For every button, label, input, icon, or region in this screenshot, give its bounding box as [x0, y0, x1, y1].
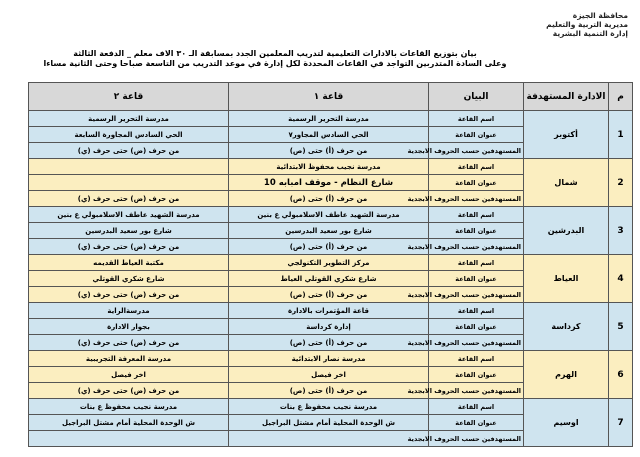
row-number: 7 [609, 399, 633, 447]
hall2-cell: من حرف (ض) حتى حرف (ي) [29, 287, 229, 303]
hall1-cell: مدرسة التحرير الرسمية [229, 111, 429, 127]
row-label: المستهدفين حسب الحروف الابجدية [429, 383, 524, 399]
table-row [29, 207, 633, 223]
hall1-cell: من حرف (أ) حتى (ص) [229, 287, 429, 303]
table-header-row [29, 83, 633, 111]
row-label: المستهدفين حسب الحروف الابجدية [429, 431, 524, 447]
hall2-cell: مدرسة التحرير الرسمية [29, 111, 229, 127]
row-label: المستهدفين حسب الحروف الابجدية [429, 335, 524, 351]
table-row [29, 303, 633, 319]
header-hall2: قاعة ٢ [29, 83, 229, 111]
row-number: 2 [609, 159, 633, 207]
row-number: 5 [609, 303, 633, 351]
hall2-cell: مدرسة نجيب محفوظ ع بنات [29, 399, 229, 415]
hall1-cell [229, 431, 429, 447]
hall1-cell: من حرف (أ) حتى (ص) [229, 143, 429, 159]
row-number: 3 [609, 207, 633, 255]
row-label: عنوان القاعة [429, 223, 524, 239]
hall1-cell: اخر فيصل [229, 367, 429, 383]
hall2-cell: ش الوحدة المحلية أمام مشتل البراجيل [29, 415, 229, 431]
org-line: محافظة الجيزة [572, 11, 628, 20]
admin-name: كرداسة [524, 303, 609, 351]
hall2-cell [29, 159, 229, 175]
row-label: اسم القاعة [429, 207, 524, 223]
hall1-cell: إدارة كرداسة [229, 319, 429, 335]
organization-header [546, 11, 628, 38]
document-title [30, 49, 520, 69]
hall2-cell: مدرسة المعرفة التجريبية [29, 351, 229, 367]
hall1-cell: من حرف (أ) حتى (ص) [229, 191, 429, 207]
row-label: اسم القاعة [429, 159, 524, 175]
row-label: عنوان القاعة [429, 415, 524, 431]
hall1-cell: من حرف (أ) حتى (ص) [229, 239, 429, 255]
hall1-cell: مركز التطوير التكنولجي [229, 255, 429, 271]
hall2-cell: شارع شكري القوتلي [29, 271, 229, 287]
title-line: بيان بتوزيع القاعات بالادارات التعليمية لتدريب المعلمين الجدد بمسابقة الـ ٣٠ الاف معلم _ الدفعة الثالثة [73, 49, 477, 58]
row-number: 4 [609, 255, 633, 303]
admin-name: أكتوبر [524, 111, 609, 159]
hall1-cell: شارع شكري القوتلي العياط [229, 271, 429, 287]
hall1-cell: مدرسة نصار الابتدائية [229, 351, 429, 367]
hall2-cell: مدرسةالراية [29, 303, 229, 319]
admin-name: العياط [524, 255, 609, 303]
row-label: اسم القاعة [429, 111, 524, 127]
hall2-cell: شارع بور سعيد البدرسين [29, 223, 229, 239]
header-hall1: قاعة ١ [229, 83, 429, 111]
org-line: إدارة التنمية البشرية [552, 29, 628, 38]
hall2-cell: اخر فيصل [29, 367, 229, 383]
hall2-cell [29, 431, 229, 447]
row-label: عنوان القاعة [429, 367, 524, 383]
header-admin: الادارة المستهدفة [524, 83, 609, 111]
hall1-cell: شارع بور سعيد البدرسين [229, 223, 429, 239]
hall1-cell: قاعة المؤتمرات بالادارة [229, 303, 429, 319]
row-number: 1 [609, 111, 633, 159]
org-line: مديرية التربية والتعليم [546, 20, 628, 29]
admin-name: شمال [524, 159, 609, 207]
table-row [29, 399, 633, 415]
table-body [29, 111, 633, 447]
row-label: عنوان القاعة [429, 271, 524, 287]
title-line: وعلى السادة المتدربين التواجد في القاعات المحددة لكل إدارة في موعد التدريب من التاسعة صباحا وحتى الثانية مساءا [43, 59, 507, 68]
table-row [29, 159, 633, 175]
row-label: اسم القاعة [429, 255, 524, 271]
hall1-cell: من حرف (أ) حتى (ص) [229, 335, 429, 351]
hall1-cell: مدرسة الشهيد عاطف الاسلامبولي ع بنين [229, 207, 429, 223]
hall1-cell: مدرسة نجيب محفوظ ع بنات [229, 399, 429, 415]
row-label: المستهدفين حسب الحروف الابجدية [429, 287, 524, 303]
hall1-cell: من حرف (أ) حتى (ص) [229, 383, 429, 399]
row-label: اسم القاعة [429, 303, 524, 319]
hall1-cell: الحي السادس المجاور٧ [229, 127, 429, 143]
hall2-cell: من حرف (ض) حتى حرف (ي) [29, 239, 229, 255]
hall2-cell: مكتبة العياط القديمه [29, 255, 229, 271]
row-label: عنوان القاعة [429, 175, 524, 191]
table-row [29, 351, 633, 367]
admin-name: اوسيم [524, 399, 609, 447]
row-number: 6 [609, 351, 633, 399]
header-bayan: البيان [429, 83, 524, 111]
hall2-cell: من حرف (ض) حتى حرف (ي) [29, 143, 229, 159]
row-label: المستهدفين حسب الحروف الابجدية [429, 239, 524, 255]
row-label: اسم القاعة [429, 399, 524, 415]
hall2-cell [29, 175, 229, 191]
hall2-cell: مدرسة الشهيد عاطف الاسلامبولي ع بنين [29, 207, 229, 223]
hall1-cell: ش الوحدة المحلية أمام مشتل البراجيل [229, 415, 429, 431]
admin-name: الهرم [524, 351, 609, 399]
hall2-cell: من حرف (ض) حتى حرف (ي) [29, 383, 229, 399]
row-label: اسم القاعة [429, 351, 524, 367]
row-label: عنوان القاعة [429, 319, 524, 335]
hall2-cell: من حرف (ض) حتى حرف (ي) [29, 335, 229, 351]
table-row [29, 255, 633, 271]
hall1-cell: شارع النظام - موقف امبابه 10 [229, 175, 429, 191]
header-m: م [609, 83, 633, 111]
hall2-cell: من حرف (ض) حتى حرف (ي) [29, 191, 229, 207]
admin-name: البدرشين [524, 207, 609, 255]
halls-table [28, 82, 633, 447]
hall2-cell: بجوار الادارة [29, 319, 229, 335]
row-label: المستهدفين حسب الحروف الابجدية [429, 143, 524, 159]
row-label: المستهدفين حسب الحروف الابجدية [429, 191, 524, 207]
hall1-cell: مدرسة نجيب محفوظ الابتدائية [229, 159, 429, 175]
hall2-cell: الحي السادس المجاورة السابعة [29, 127, 229, 143]
table-row [29, 111, 633, 127]
row-label: عنوان القاعة [429, 127, 524, 143]
